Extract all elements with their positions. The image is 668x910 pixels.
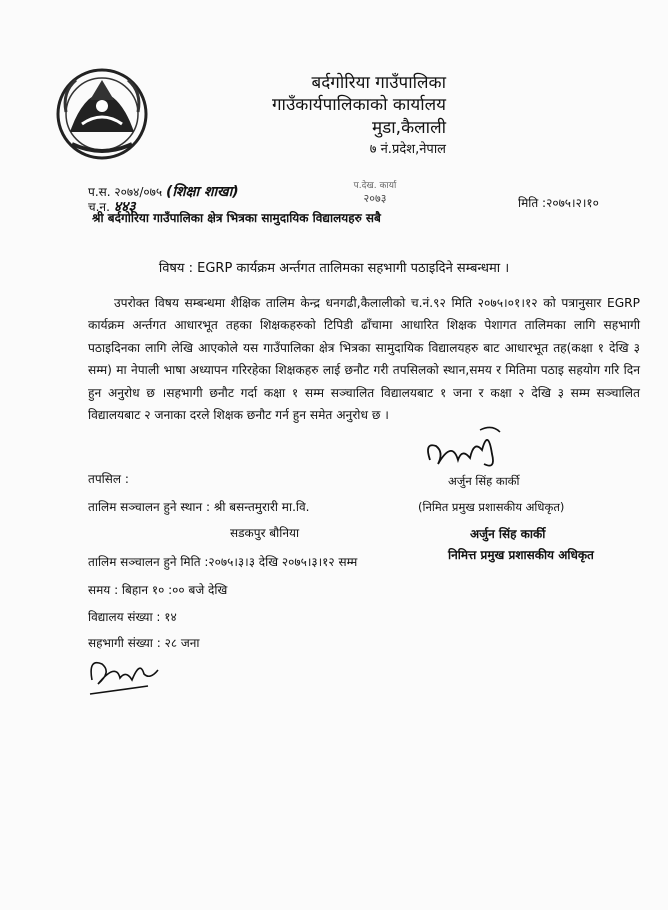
addressee: श्री बर्दगोरिया गाउँपालिका क्षेत्र भित्रका सामुदायिक विद्यालयहरु सबै	[92, 211, 381, 225]
signatory-stamp-title: निमित्त प्रमुख प्रशासकीय अधिकृत	[448, 548, 594, 562]
training-venue-cont: सडकपुर बौनिया	[230, 526, 300, 540]
government-emblem-icon	[52, 62, 152, 162]
chn-handwritten: ४४३	[113, 199, 136, 215]
signatory-stamp-name: अर्जुन सिंह कार्की	[470, 527, 546, 541]
training-venue: तालिम सञ्चालन हुने स्थान : श्री बसन्तमुरारी मा.वि.	[88, 500, 310, 514]
letterhead-location: मुडा,कैलाली	[372, 118, 446, 138]
letterhead-province: ७ नं.प्रदेश,नेपाल	[369, 142, 446, 157]
training-dates: तालिम सञ्चालन हुने मिति :२०७५।३।३ देखि २०७५।३।१२ सम्म	[88, 555, 358, 569]
chn-label: च.न.	[88, 200, 110, 214]
subject-line: विषय : EGRP कार्यक्रम अर्न्तगत तालिमका सहभागी पठाइदिने सम्बन्धमा ।	[158, 261, 510, 276]
initials-signature-icon	[86, 650, 166, 700]
ps-handwritten: (शिक्षा शाखा)	[165, 184, 239, 200]
ps-label: प.स. २०७४/०७५	[88, 185, 163, 199]
details-heading: तपसिल :	[88, 472, 129, 486]
stamp-number: २०७३	[363, 192, 387, 205]
participant-count: सहभागी संख्या : २८ जना	[88, 636, 200, 650]
officer-signature-icon	[422, 420, 512, 480]
letter-body	[88, 292, 640, 426]
body-paragraph: उपरोक्त विषय सम्बन्धमा शैक्षिक तालिम केन्द्र धनगढी,कैलालीको च.नं.९२ मिति २०७५।०१।१२ को पत्रानुसार EGRP कार्यक्रम अर्न्तगत आधारभूत तहका शिक्षकहरुको टिपिडी ढाँचामा आधारित शिक्षक पेशागत तालिमका लागि सहभागी पठाइदिनका लागि लेखि आएकोले यस गाउँपालिका क्षेत्र भित्रका सामुदायिक विद्यालयहरु बाट आधारभूत तह(कक्षा १ देखि ३ सम्म) मा नेपाली भाषा अध्यापन गरिरहेका शिक्षकहरु लाई छनौट गरी तपसिलको स्थान,समय र मितिमा पठाइ सहयोग गरि दिन हुन अनुरोध छ ।सहभागी छनौट गर्दा कक्षा १ सम्म सञ्चालित विद्यालयबाट १ जना र कक्षा २ देखि ३ सम्म सञ्चालित विद्यालयबाट २ जनाका दरले शिक्षक छनौट गर्न हुन समेत अनुरोध छ ।	[88, 296, 640, 423]
stamp-text: प.देख. कार्या	[353, 181, 397, 191]
letterhead-office: गाउँकार्यपालिकाको कार्यालय	[271, 95, 446, 115]
signatory-name: अर्जुन सिंह कार्की	[448, 474, 520, 488]
training-time: समय : बिहान १० :०० बजे देखि	[88, 583, 228, 597]
letterhead-municipality: बर्दगोरिया गाउँपालिका	[311, 73, 446, 93]
school-count: विद्यालय संख्या : १४	[88, 610, 177, 624]
letter-date: मिति :२०७५।२।१०	[518, 196, 599, 210]
signatory-title: (निमित प्रमुख प्रशासकीय अधिकृत)	[418, 500, 565, 514]
